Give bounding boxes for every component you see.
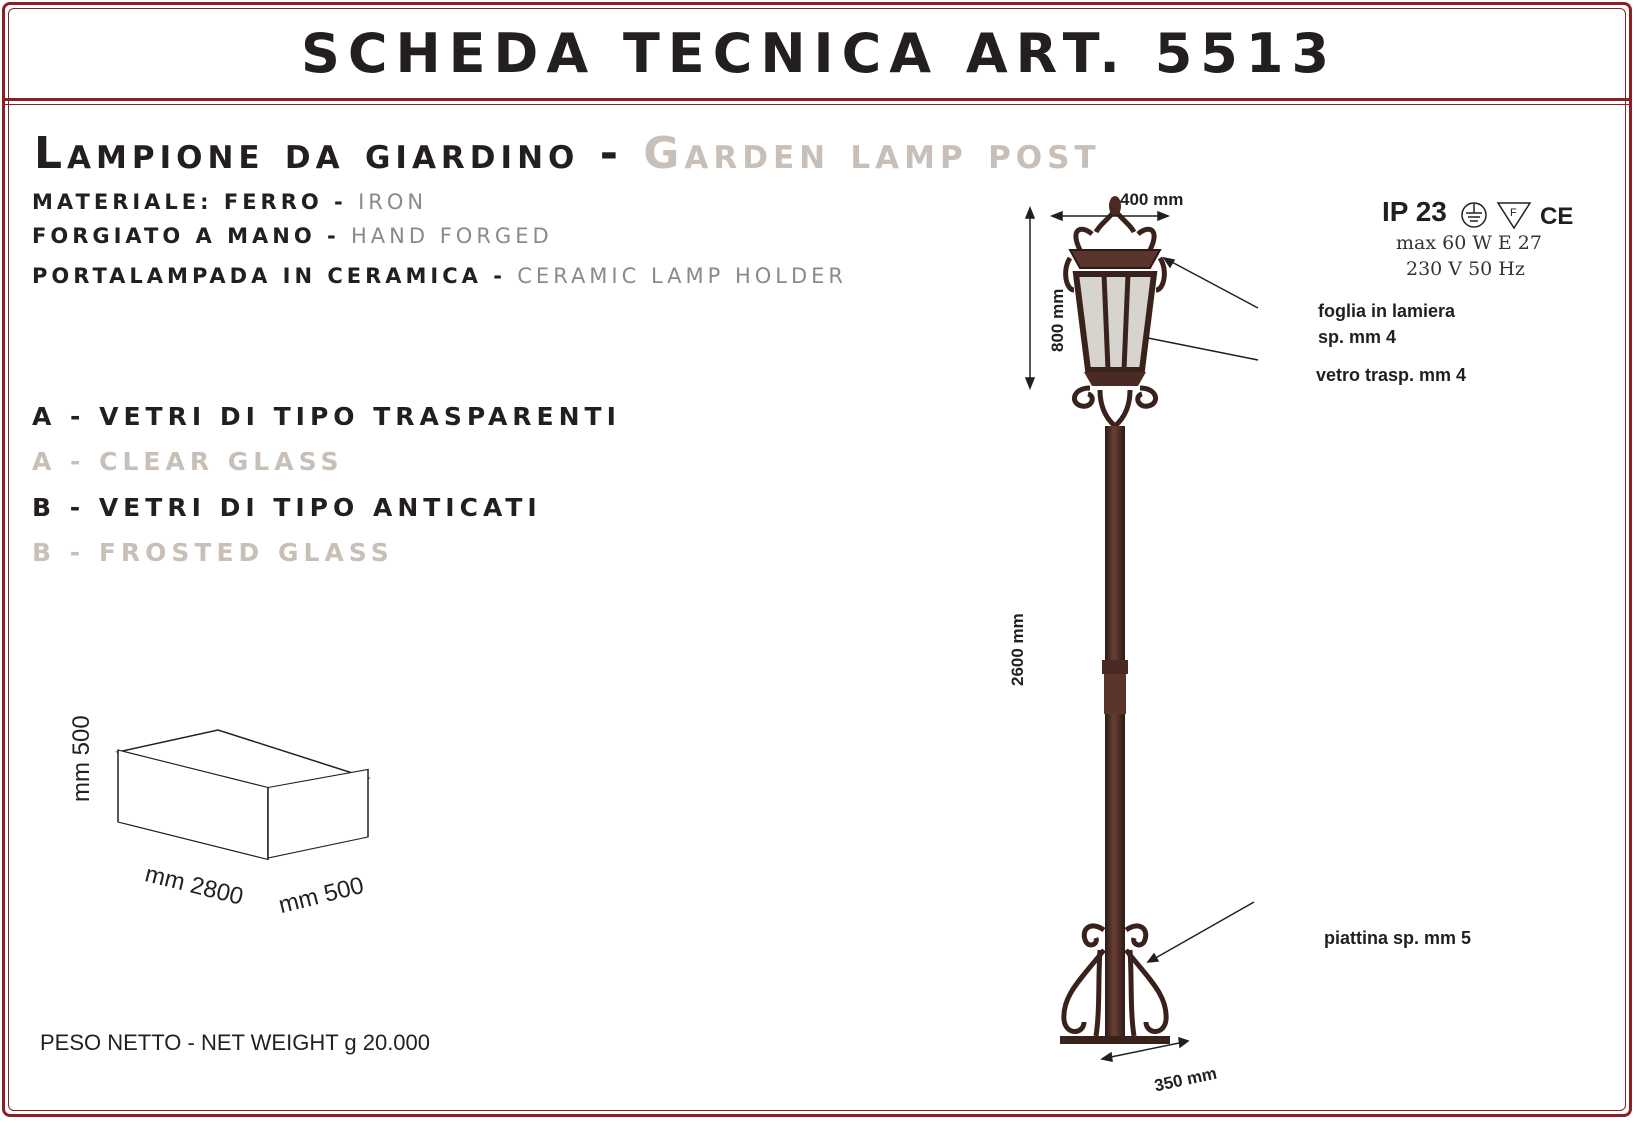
package-box-drawing [100,720,390,880]
product-title [34,128,1101,179]
header-divider [4,98,1632,101]
dim-top-width: 400 mm [1120,190,1184,209]
spec-forged-it: FORGIATO A MANO - [32,224,352,248]
spec-forged-en: HAND FORGED [351,224,553,248]
f-mark-label: F [1510,207,1517,219]
dim-base-width: 350 mm [1152,1063,1219,1096]
glass-option-b-en: B - FROSTED GLASS [32,538,394,567]
glass-option-a-en: A - CLEAR GLASS [32,447,344,476]
dim-total-height: 2600 mm [1008,613,1027,686]
note-glass: vetro trasp. mm 4 [1316,365,1467,385]
sheet-title: SCHEDA TECNICA ART. 5513 [300,22,1338,85]
note-leaf [1318,298,1455,350]
f-mark-icon [1498,203,1530,228]
dim-head-height: 800 mm [1048,288,1067,352]
package-depth-label: mm 500 [275,871,367,920]
glass-option-b: B - VETRI DI TIPO ANTICATI [32,493,542,522]
product-title-it: Lampione da giardino - [34,128,644,179]
package-length-label: mm 2800 [142,860,246,911]
ce-mark-icon: CE [1540,203,1574,230]
leader-lines [1148,258,1258,962]
certification-icons [1460,198,1580,232]
lantern-glass [1076,274,1154,386]
lamp-post-drawing [1000,190,1260,1100]
spec-material-en: IRON [358,190,428,214]
spec-holder [32,264,847,288]
spec-holder-en: CERAMIC LAMP HOLDER [517,264,848,288]
rating-power: max 60 W E 27 [1396,232,1542,254]
header-divider-thin [4,104,1632,105]
spec-material [32,190,427,214]
spec-material-it: MATERIALE: FERRO - [32,190,359,214]
base-plate [1060,1036,1170,1044]
rating-voltage: 230 V 50 Hz [1406,258,1525,280]
note-leaf-line1: foglia in lamiera [1318,301,1456,321]
note-base: piattina sp. mm 5 [1324,928,1472,948]
product-title-en: Garden lamp post [643,128,1101,179]
spec-forged [32,224,553,248]
pole-collar [1102,660,1128,674]
ground-icon [1462,203,1486,227]
package-height-label: mm 500 [68,715,95,802]
lamp-pole [1105,426,1125,1036]
ip-rating: IP 23 [1382,196,1447,227]
lantern-scrolls [1074,388,1155,426]
note-leaf-line2: sp. mm 4 [1318,327,1397,347]
net-weight: PESO NETTO - NET WEIGHT g 20.000 [40,1030,431,1055]
glass-option-a: A - VETRI DI TIPO TRASPARENTI [32,402,621,431]
pole-collar-lower [1104,674,1126,714]
spec-holder-it: PORTALAMPADA IN CERAMICA - [32,264,518,288]
